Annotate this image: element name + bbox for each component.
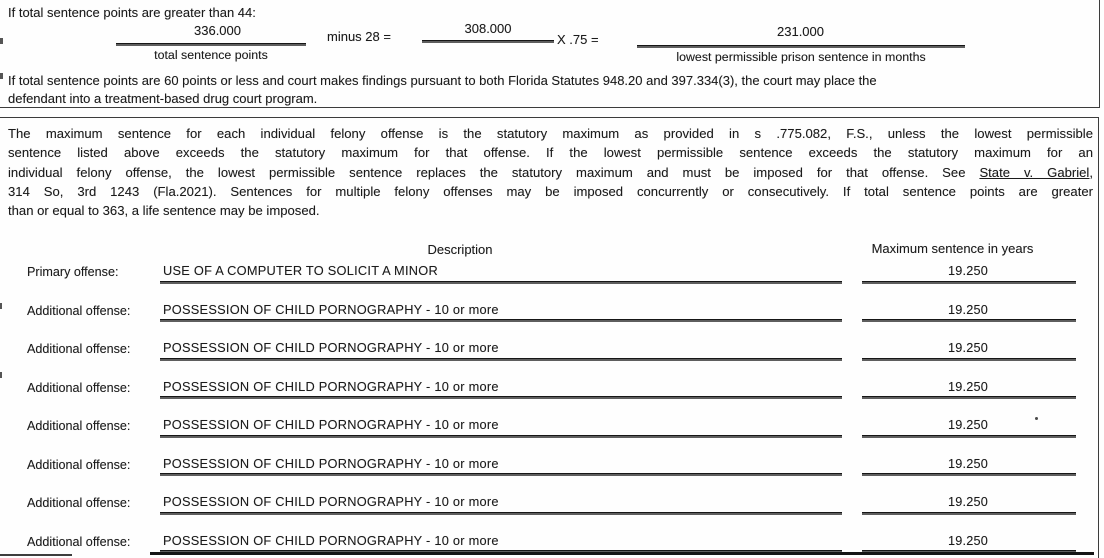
- max-sentence-value: 19.250: [947, 341, 988, 355]
- bottom-rule-fragment: [0, 554, 72, 556]
- case-citation: State v. Gabriel,: [979, 164, 1093, 180]
- total-points-value: 336.000: [194, 23, 241, 38]
- max-sentence-value: 19.250: [947, 495, 988, 509]
- scan-artifact: [1035, 417, 1038, 420]
- result-underline: [637, 45, 965, 48]
- offense-description: POSSESSION OF CHILD PORNOGRAPHY - 10 or more: [163, 494, 499, 509]
- value-underline: [862, 512, 1076, 515]
- table-row: [0, 456, 1104, 494]
- scan-artifact: [0, 303, 2, 309]
- paragraph-line-before-case: individual felony offense, the lowest permissible sentence replaces the statutory maximum and must be imposed for that offense. See: [8, 164, 980, 180]
- table-row: [0, 379, 1104, 417]
- offense-type-label: Additional offense:: [27, 496, 131, 510]
- offense-type-label: Primary offense:: [27, 265, 119, 279]
- description-underline: [160, 281, 842, 284]
- scan-artifact: [0, 73, 3, 79]
- offense-type-label: Additional offense:: [27, 419, 131, 433]
- paragraph-line: sentence listed above exceeds the statutory maximum for that offense. If the lowest permissible sentence exceeds the statutory maximum for an: [8, 145, 1093, 161]
- total-points-underline: [116, 43, 306, 46]
- max-sentence-value: 19.250: [947, 533, 988, 548]
- value-underline: [862, 473, 1076, 476]
- max-sentence-value: 19.250: [947, 379, 988, 394]
- max-sentence-value: 19.250: [947, 302, 988, 317]
- scan-artifact: [0, 372, 2, 378]
- table-row: [0, 494, 1104, 532]
- bottom-rule: [150, 552, 1094, 556]
- table-row: [0, 263, 1104, 301]
- value-underline: [862, 396, 1076, 399]
- condition-text: If total sentence points are greater than 44:: [8, 5, 256, 20]
- scan-artifact: [0, 38, 3, 44]
- table-row: [0, 417, 1104, 455]
- description-underline: [160, 435, 842, 438]
- description-underline: [160, 319, 842, 322]
- description-underline: [160, 473, 842, 476]
- subtotal-value: 308.000: [464, 21, 512, 36]
- offense-type-label: Additional offense:: [27, 457, 131, 472]
- paragraph-line: than or equal to 363, a life sentence may be imposed.: [8, 203, 320, 219]
- drug-court-note-line1: If total sentence points are 60 points or less and court makes findings pursuant to both Florida Statutes 948.20 and 397.334(3), the court may place the: [8, 73, 877, 88]
- max-sentence-value: 19.250: [947, 456, 988, 471]
- max-sentence-value: 19.250: [947, 264, 988, 278]
- offense-type-label: Additional offense:: [27, 342, 131, 356]
- value-underline: [862, 319, 1076, 322]
- result-label: lowest permissible prison sentence in months: [676, 50, 926, 64]
- offense-description: POSSESSION OF CHILD PORNOGRAPHY - 10 or more: [163, 455, 499, 471]
- max-sentence-paragraph: [8, 124, 1093, 220]
- column-header-max-sentence: Maximum sentence in years: [871, 241, 1034, 256]
- description-underline: [160, 396, 842, 399]
- description-underline: [160, 358, 842, 361]
- paragraph-line: 314 So, 3rd 1243 (Fla.2021). Sentences for multiple felony offenses may be imposed concurrently or consecutively. If total sentence points are greater: [8, 183, 1093, 199]
- offense-type-label: Additional offense:: [27, 380, 131, 395]
- paragraph-line: [8, 163, 1093, 182]
- subtotal-underline: [422, 40, 554, 43]
- offense-description: POSSESSION OF CHILD PORNOGRAPHY - 10 or more: [163, 301, 499, 317]
- minus-operator-text: minus 28 =: [327, 29, 391, 44]
- offense-type-label: Additional offense:: [27, 534, 131, 549]
- multiply-operator-text: X .75 =: [557, 32, 599, 47]
- value-underline: [862, 435, 1076, 438]
- offense-description: POSSESSION OF CHILD PORNOGRAPHY - 10 or more: [163, 532, 499, 548]
- offense-description: POSSESSION OF CHILD PORNOGRAPHY - 10 or more: [163, 340, 499, 355]
- result-value: 231.000: [777, 24, 824, 39]
- table-row: [0, 302, 1104, 340]
- offense-description: POSSESSION OF CHILD PORNOGRAPHY - 10 or more: [163, 417, 499, 432]
- paragraph-line: The maximum sentence for each individual felony offense is the statutory maximum as provided in s .775.082, F.S., unless the lowest permissible: [8, 126, 1093, 141]
- max-sentence-value: 19.250: [947, 418, 988, 432]
- offense-description: POSSESSION OF CHILD PORNOGRAPHY - 10 or more: [163, 378, 499, 394]
- offense-type-label: Additional offense:: [27, 303, 131, 318]
- value-underline: [862, 358, 1076, 361]
- total-points-label: total sentence points: [154, 48, 268, 62]
- drug-court-note-line2: defendant into a treatment-based drug court program.: [8, 91, 318, 106]
- value-underline: [862, 281, 1076, 284]
- offense-description: USE OF A COMPUTER TO SOLICIT A MINOR: [163, 263, 438, 278]
- column-header-description: Description: [427, 242, 493, 257]
- table-row: [0, 340, 1104, 378]
- description-underline: [160, 512, 842, 515]
